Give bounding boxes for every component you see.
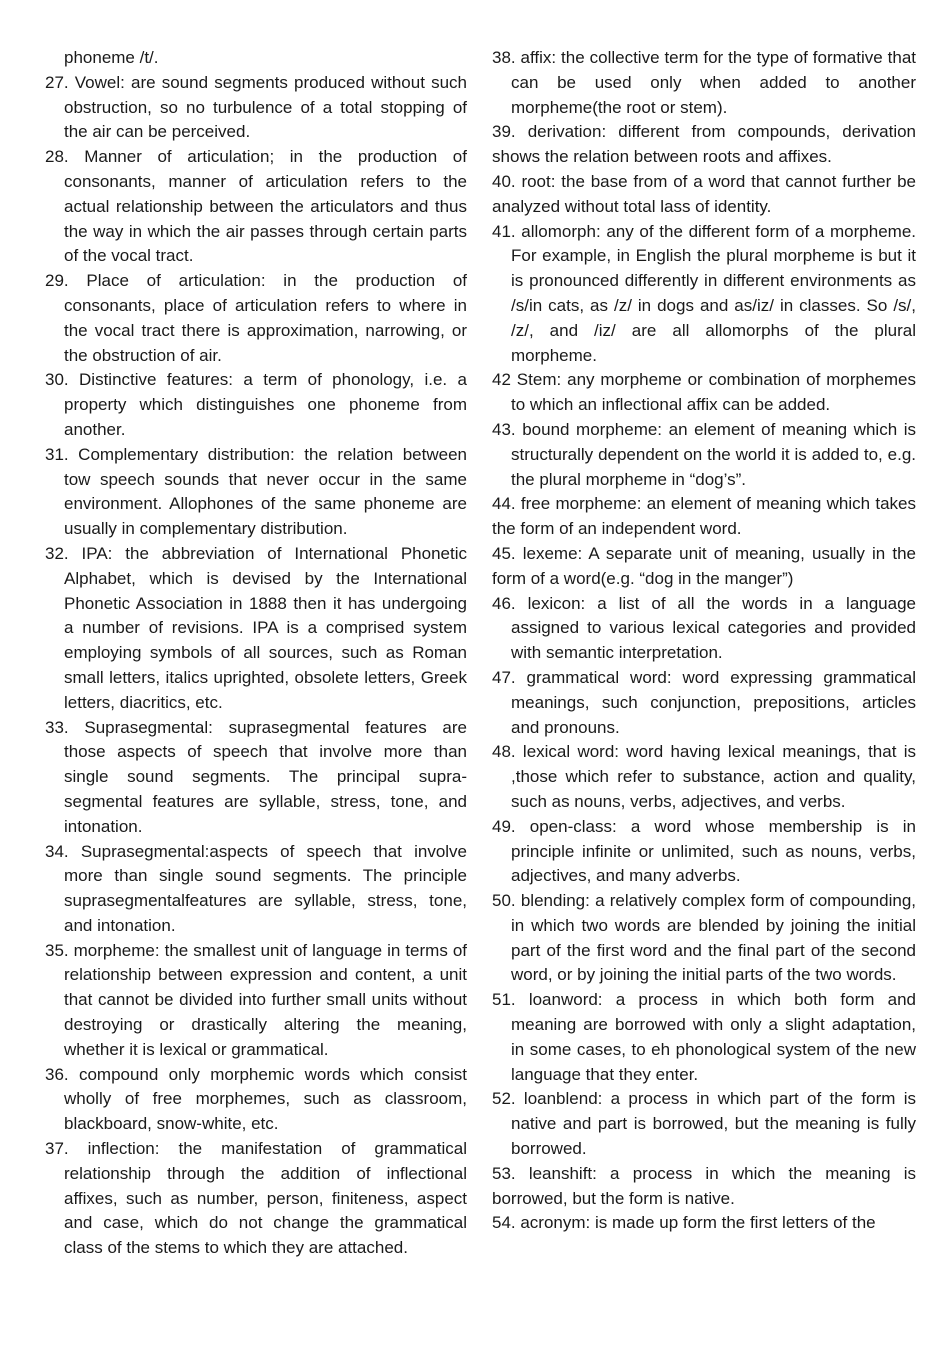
glossary-entry: 33. Suprasegmental: suprasegmental features are those aspects of speech that involve more than single sound segments. The principal supra-segmental features are syllable, stress, tone, and intonation.: [45, 717, 467, 836]
glossary-entry: 50. blending: a relatively complex form of compounding, in which two words are blended by joining the initial part of the first word and the final part of the second word, or by joining the initial parts of the two words.: [492, 891, 916, 985]
glossary-entry: 44. free morpheme: an element of meaning which takes the form of an independent word.: [492, 494, 916, 539]
glossary-entry: 53. leanshift: a process in which the meaning is borrowed, but the form is native.: [492, 1163, 916, 1208]
glossary-entry: 35. morpheme: the smallest unit of language in terms of relationship between expression and content, a unit that cannot be divided into further small units without destroying or drastically altering the meaning, whether it is lexical or grammatical.: [45, 940, 467, 1059]
right-column: [492, 46, 916, 1236]
right-entry-list: [492, 46, 916, 1236]
glossary-entry: 52. loanblend: a process in which part of the form is native and part is borrowed, but the meaning is fully borrowed.: [492, 1089, 916, 1159]
left-column: [45, 46, 467, 1261]
glossary-entry: 46. lexicon: a list of all the words in a language assigned to various lexical categories and provided with semantic interpretation.: [492, 593, 916, 663]
glossary-entry: 32. IPA: the abbreviation of International Phonetic Alphabet, which is devised by the International Phonetic Association in 1888 then it has undergoing a number of revisions. IPA is a comprised system employing symbols of all sources, such as Roman small letters, italics uprighted, obsolete letters, Greek letters, diacritics, etc.: [45, 543, 467, 712]
glossary-entry: 48. lexical word: word having lexical meanings, that is ,those which refer to substance, action and quality, such as nouns, verbs, adjectives, and verbs.: [492, 742, 916, 811]
glossary-entry: 29. Place of articulation: in the production of consonants, place of articulation refers to where in the vocal tract there is approximation, narrowing, or the obstruction of air.: [45, 271, 467, 365]
glossary-entry: 27. Vowel: are sound segments produced without such obstruction, so no turbulence of a total stopping of the air can be perceived.: [45, 72, 467, 142]
glossary-entry: 54. acronym: is made up form the first letters of the: [492, 1213, 876, 1233]
glossary-entry: 28. Manner of articulation; in the production of consonants, manner of articulation refers to the actual relationship between the articulators and thus the way in which the air passes through certain parts of the vocal tract.: [45, 147, 467, 266]
glossary-entry: 42 Stem: any morpheme or combination of morphemes to which an inflectional affix can be added.: [492, 370, 916, 415]
glossary-entry: 51. loanword: a process in which both form and meaning are borrowed with only a slight adaptation, in some cases, to eh phonological system of the new language that they enter.: [492, 990, 916, 1084]
glossary-entry: 47. grammatical word: word expressing grammatical meanings, such conjunction, prepositions, articles and pronouns.: [492, 667, 916, 737]
glossary-entry: 45. lexeme: A separate unit of meaning, usually in the form of a word(e.g. “dog in the manger”): [492, 543, 916, 588]
glossary-entry: 34. Suprasegmental:aspects of speech that involve more than single sound segments. The principle suprasegmentalfeatures are syllable, stress, tone, and intonation.: [45, 841, 467, 935]
glossary-entry: 38. affix: the collective term for the type of formative that can be used only when added to another morpheme(the root or stem).: [492, 48, 916, 117]
glossary-entry: 36. compound only morphemic words which consist wholly of free morphemes, such as classroom, blackboard, snow-white, etc.: [45, 1064, 467, 1134]
continuation-text: phoneme /t/.: [64, 48, 159, 67]
glossary-entry: 43. bound morpheme: an element of meaning which is structurally dependent on the world it is added to, e.g. the plural morpheme in “dog’s”.: [492, 419, 916, 489]
glossary-entry: 30. Distinctive features: a term of phonology, i.e. a property which distinguishes one phoneme from another.: [45, 370, 467, 439]
glossary-entry: 31. Complementary distribution: the relation between tow speech sounds that never occur in the same environment. Allophones of the same phoneme are usually in complementary distribution.: [45, 444, 467, 539]
glossary-entry: 49. open-class: a word whose membership is in principle infinite or unlimited, such as nouns, verbs, adjectives, and many adverbs.: [492, 816, 916, 886]
glossary-entry: 40. root: the base from of a word that cannot further be analyzed without total lass of identity.: [492, 171, 916, 216]
glossary-entry: 41. allomorph: any of the different form of a morpheme. For example, in English the plural morpheme is but it is pronounced differently in different environments as /s/in cats, as /z/ in dogs and as/iz/ in classes. So /s/, /z/, and /iz/ are all allomorphs of the plural morpheme.: [492, 221, 916, 365]
glossary-entry: 39. derivation: different from compounds, derivation shows the relation between roots and affixes.: [492, 122, 916, 167]
glossary-entry: 37. inflection: the manifestation of grammatical relationship through the addition of inflectional affixes, such as number, person, finiteness, aspect and case, which do not change the grammatical class of the stems to which they are attached.: [45, 1139, 467, 1258]
left-entry-list: [45, 71, 467, 1261]
